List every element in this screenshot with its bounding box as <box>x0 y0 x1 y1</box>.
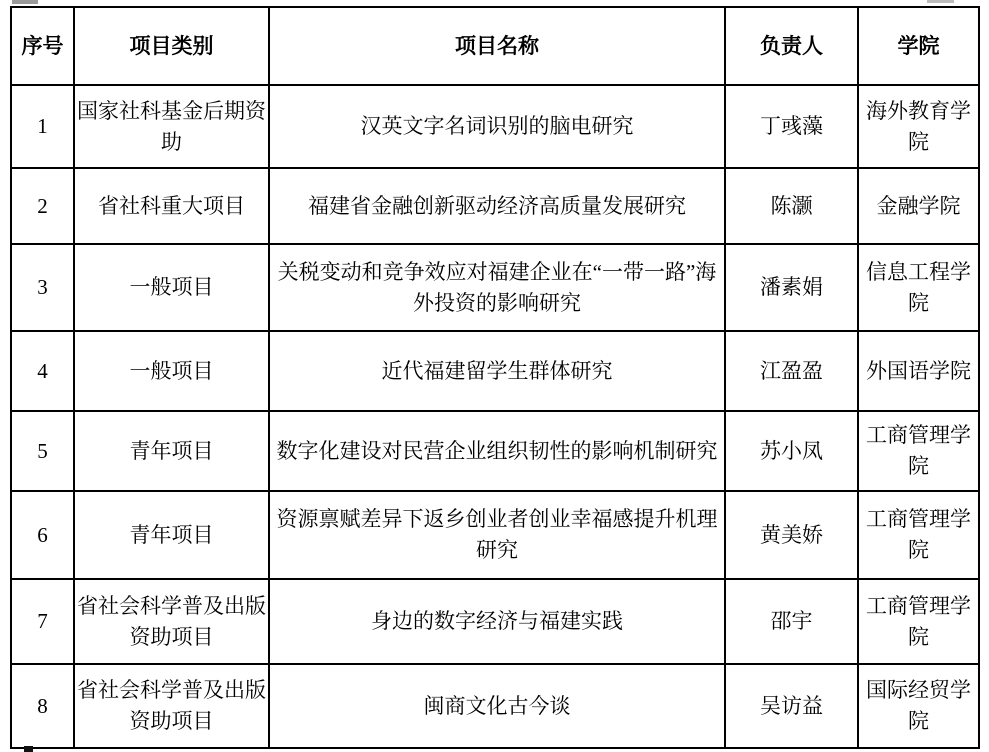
header-project-category: 项目类别 <box>74 7 269 85</box>
cell-serial-number: 5 <box>11 411 74 491</box>
cell-serial-number: 3 <box>11 244 74 331</box>
cell-project-name: 数字化建设对民营企业组织韧性的影响机制研究 <box>269 411 725 491</box>
header-project-name: 项目名称 <box>269 7 725 85</box>
header-serial-number: 序号 <box>11 7 74 85</box>
cell-serial-number: 2 <box>11 168 74 244</box>
cell-leader: 陈灏 <box>725 168 858 244</box>
cropped-ui-fragment-top-right <box>927 0 954 3</box>
table-row <box>11 664 979 748</box>
table-row <box>11 168 979 244</box>
cell-project-name: 闽商文化古今谈 <box>269 664 725 748</box>
cut-off-text-mark <box>24 746 33 752</box>
cell-project-category: 一般项目 <box>74 244 269 331</box>
table-row <box>11 244 979 331</box>
cell-college: 国际经贸学院 <box>858 664 979 748</box>
table-row <box>11 491 979 579</box>
table-row <box>11 411 979 491</box>
header-row <box>11 7 979 85</box>
cell-college: 外国语学院 <box>858 331 979 411</box>
cell-project-category: 一般项目 <box>74 331 269 411</box>
cell-leader: 邵宇 <box>725 579 858 664</box>
cropped-ui-fragment-top-left <box>12 0 38 4</box>
cell-project-category: 省社会科学普及出版资助项目 <box>74 579 269 664</box>
projects-table <box>10 6 980 749</box>
cell-leader: 黄美娇 <box>725 491 858 579</box>
table-row <box>11 331 979 411</box>
cell-serial-number: 6 <box>11 491 74 579</box>
header-college: 学院 <box>858 7 979 85</box>
cell-college: 工商管理学院 <box>858 491 979 579</box>
cell-college: 信息工程学院 <box>858 244 979 331</box>
cell-project-name: 福建省金融创新驱动经济高质量发展研究 <box>269 168 725 244</box>
cell-leader: 江盈盈 <box>725 331 858 411</box>
cell-college: 工商管理学院 <box>858 411 979 491</box>
cell-serial-number: 7 <box>11 579 74 664</box>
cell-project-category: 国家社科基金后期资助 <box>74 85 269 168</box>
cell-college: 海外教育学院 <box>858 85 979 168</box>
cell-college: 金融学院 <box>858 168 979 244</box>
table-row <box>11 579 979 664</box>
cell-project-name: 汉英文字名词识别的脑电研究 <box>269 85 725 168</box>
cell-serial-number: 1 <box>11 85 74 168</box>
cell-project-name: 资源禀赋差异下返乡创业者创业幸福感提升机理研究 <box>269 491 725 579</box>
table-row <box>11 85 979 168</box>
cell-leader: 吴访益 <box>725 664 858 748</box>
cell-project-name: 身边的数字经济与福建实践 <box>269 579 725 664</box>
cell-project-category: 青年项目 <box>74 411 269 491</box>
cell-serial-number: 8 <box>11 664 74 748</box>
cell-leader: 潘素娟 <box>725 244 858 331</box>
cell-leader: 苏小凤 <box>725 411 858 491</box>
cell-project-name: 近代福建留学生群体研究 <box>269 331 725 411</box>
cell-project-category: 省社会科学普及出版资助项目 <box>74 664 269 748</box>
cell-college: 工商管理学院 <box>858 579 979 664</box>
cell-leader: 丁彧藻 <box>725 85 858 168</box>
cell-project-name: 关税变动和竞争效应对福建企业在“一带一路”海外投资的影响研究 <box>269 244 725 331</box>
header-leader: 负责人 <box>725 7 858 85</box>
cell-project-category: 青年项目 <box>74 491 269 579</box>
cell-serial-number: 4 <box>11 331 74 411</box>
cell-project-category: 省社科重大项目 <box>74 168 269 244</box>
